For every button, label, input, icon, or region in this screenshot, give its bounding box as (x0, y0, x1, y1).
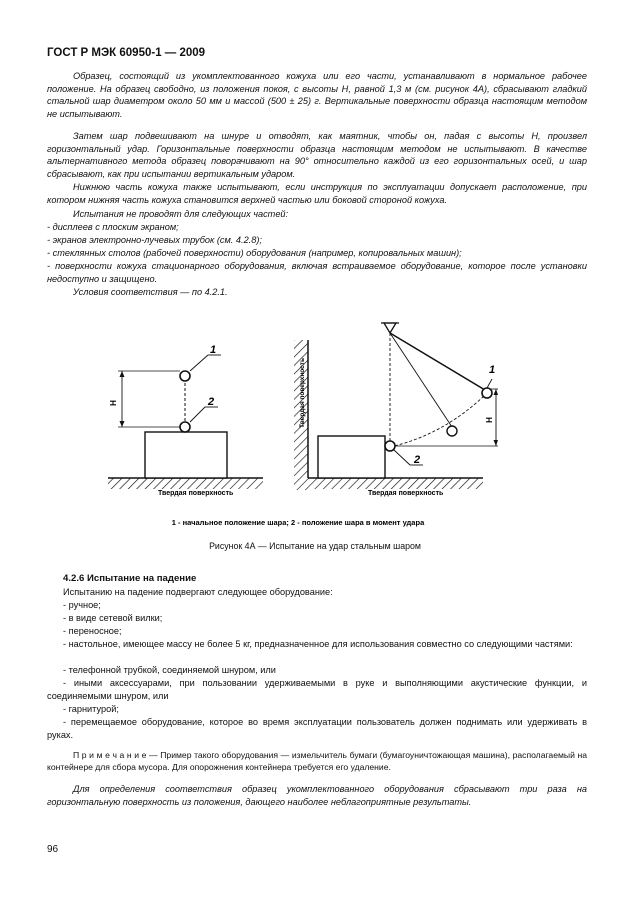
section-intro: Испытанию на падение подвергают следующее оборудование: (63, 587, 333, 597)
list-item: - настольное, имеющее массу не более 5 кг, предназначенное для использования совместно со следующими частями: (63, 639, 573, 649)
label-initial-right: 1 (489, 364, 496, 376)
figure-legend: 1 - начальное положение шара; 2 - положение шара в момент удара (171, 518, 425, 527)
sample-box (145, 432, 227, 478)
list-item: - гарнитурой; (63, 704, 119, 714)
vertical-drop-diagram (108, 344, 263, 497)
list-item: - стеклянных столов (рабочей поверхности) оборудования (например, копировальных машин); (47, 248, 462, 258)
closing-paragraph: Для определения соответствия образец укомплектованного оборудования сбрасывают три раза на горизонтальную поверхность из положения, дающего наиболее неблагоприятные результаты. (47, 784, 587, 807)
section-title: 4.2.6 Испытание на падение (63, 573, 197, 584)
surface-label-right: Твердая поверхность (368, 490, 444, 497)
list-item: - иными аксессуарами, при пользовании удерживаемыми в руке и выполняющими акустические функции, и соединяемыми шнуром, или (47, 678, 587, 701)
ground-hatch (108, 478, 263, 489)
paragraph-bottom-part: Нижнюю часть кожуха также испытывают, если инструкция по эксплуатации допускает расположение, при котором нижняя часть кожуха становится верхней частью или боковой стороной кожуха. (47, 182, 587, 205)
list-item: - переносное; (63, 626, 122, 636)
pendulum-ball-initial (482, 388, 492, 398)
list-item: - в виде сетевой вилки; (63, 613, 163, 623)
pendulum-diagram (294, 323, 498, 497)
ball-initial (180, 371, 190, 381)
height-label-right: H (485, 417, 494, 423)
impact-test-figure (98, 315, 498, 530)
height-label-left: H (109, 400, 118, 406)
compliance-conditions: Условия соответствия — по 4.2.1. (73, 287, 228, 297)
ball-impact (180, 422, 190, 432)
surface-label-left: Твердая поверхность (158, 490, 234, 497)
note-paragraph: П р и м е ч а н и е — Пример такого оборудования — измельчитель бумаги (бумагоуничтожающая машина), располагаемый на контейнере для сбора мусора. Для опорожнения контейнера требуется его удаление. (47, 750, 587, 773)
figure-caption: Рисунок 4А — Испытание на удар стальным шаром (209, 541, 421, 551)
ground-hatch-right (308, 478, 483, 489)
paragraph-exclusions: Испытания не проводят для следующих частей: (73, 209, 289, 219)
sample-box-right (318, 436, 385, 478)
list-item: - телефонной трубкой, соединяемой шнуром, или (63, 665, 276, 675)
document-header: ГОСТ Р МЭК 60950-1 — 2009 (47, 47, 206, 59)
pendulum-ball-mid (447, 426, 457, 436)
list-item: - перемещаемое оборудование, которое во время эксплуатации пользователь должен поднимать или удерживать в руках. (47, 717, 587, 740)
paragraph-pendulum-test: Затем шар подвешивают на шнуре и отводят, как маятник, чтобы он, падая с высоты H, произвел горизонтальный удар. Горизонтальные поверхности образца настоящим методом не испытывают. В качестве альтернативного метода образец поворачивают на 90° относительно каждой из его горизонтальных осей, и шар сбрасывают, как при испытании вертикальным ударом. (47, 131, 587, 179)
pendulum-ball-impact (385, 441, 395, 451)
wall-label: Твердая поверхность (299, 358, 306, 428)
page-number: 96 (47, 844, 59, 855)
label-impact-left: 2 (208, 396, 215, 408)
list-item: - поверхности кожуха стационарного оборудования, включая встраиваемое оборудование, которое после установки недоступно и защищено. (47, 261, 587, 284)
list-item: - экранов электронно-лучевых трубок (см. 4.2.8); (47, 235, 262, 245)
label-initial-left: 1 (210, 344, 217, 356)
label-impact-right: 2 (414, 454, 421, 466)
paragraph-drop-test: Образец, состоящий из укомплектованного кожуха или его части, устанавливают в нормальное рабочее положение. На образец свободно, из положения покоя, с высоты H, равной 1,3 м (см. рисунок 4А), сбрасывают гладкий стальной шар диаметром около 50 мм и массой (500 ± 25) г. Вертикальные поверхности образца настоящим методом не испытывают. (47, 71, 587, 119)
list-item: - дисплеев с плоским экраном; (47, 222, 179, 232)
list-item: - ручное; (63, 600, 101, 610)
